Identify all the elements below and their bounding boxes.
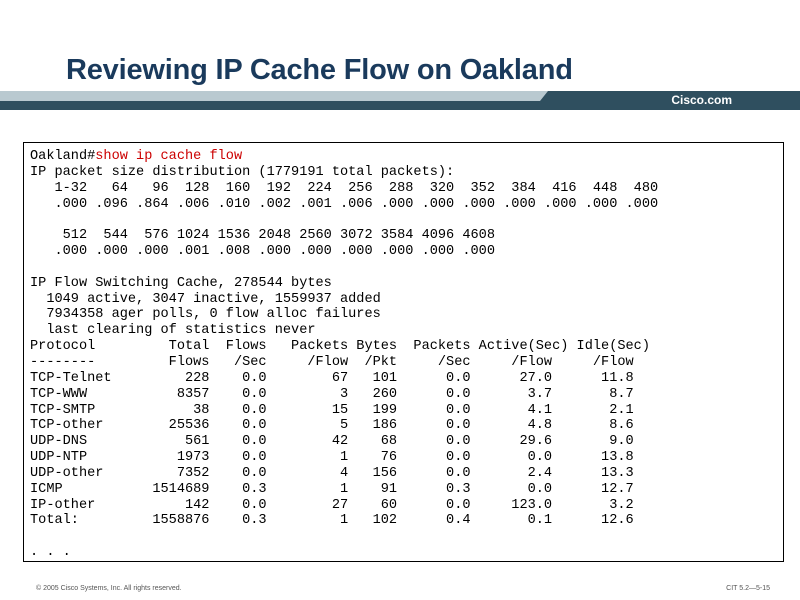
terminal-line: UDP-NTP 1973 0.0 1 76 0.0 0.0 13.8: [30, 450, 634, 466]
terminal-line: .000 .096 .864 .006 .010 .002 .001 .006 .000 .000 .000 .000 .000 .000 .000: [30, 196, 659, 212]
terminal-line: . . .: [30, 545, 71, 561]
terminal-line: Protocol Total Flows Packets Bytes Packets Active(Sec) Idle(Sec): [30, 339, 650, 355]
terminal-text: [24, 143, 783, 561]
slide-number-footer: CIT 5.2—5-15: [726, 585, 770, 592]
terminal-line: IP-other 142 0.0 27 60 0.0 123.0 3.2: [30, 497, 634, 513]
terminal-command: show ip cache flow: [95, 149, 243, 164]
terminal-output-box: [23, 142, 784, 562]
terminal-line: IP packet size distribution (1779191 total packets):: [30, 164, 455, 180]
terminal-line: ICMP 1514689 0.3 1 91 0.3 0.0 12.7: [30, 481, 634, 497]
terminal-line: TCP-WWW 8357 0.0 3 260 0.0 3.7 8.7: [30, 386, 634, 402]
terminal-line: UDP-DNS 561 0.0 42 68 0.0 29.6 9.0: [30, 434, 634, 450]
terminal-line: -------- Flows /Sec /Flow /Pkt /Sec /Flow /Flow: [30, 354, 634, 370]
terminal-line: 512 544 576 1024 1536 2048 2560 3072 3584 4096 4608: [30, 228, 495, 244]
terminal-line: TCP-SMTP 38 0.0 15 199 0.0 4.1 2.1: [30, 402, 634, 418]
terminal-line: 7934358 ager polls, 0 flow alloc failures: [30, 307, 381, 323]
brand-label: Cisco.com: [671, 93, 732, 107]
terminal-line: IP Flow Switching Cache, 278544 bytes: [30, 275, 332, 291]
terminal-line: 1049 active, 3047 inactive, 1559937 added: [30, 291, 381, 307]
terminal-line: UDP-other 7352 0.0 4 156 0.0 2.4 13.3: [30, 465, 634, 481]
terminal-prompt: Oakland#: [30, 149, 96, 164]
terminal-body: [30, 165, 658, 560]
terminal-line: TCP-Telnet 228 0.0 67 101 0.0 27.0 11.8: [30, 370, 634, 386]
terminal-line: .000 .000 .000 .001 .008 .000 .000 .000 .000 .000 .000: [30, 244, 495, 260]
terminal-line: 1-32 64 96 128 160 192 224 256 288 320 352 384 416 448 480: [30, 180, 659, 196]
terminal-line: Total: 1558876 0.3 1 102 0.4 0.1 12.6: [30, 513, 634, 529]
slide-title: Reviewing IP Cache Flow on Oakland: [66, 54, 573, 86]
terminal-line: TCP-other 25536 0.0 5 186 0.0 4.8 8.6: [30, 418, 634, 434]
terminal-line: last clearing of statistics never: [30, 323, 316, 339]
copyright-footer: © 2005 Cisco Systems, Inc. All rights reserved.: [36, 585, 182, 592]
